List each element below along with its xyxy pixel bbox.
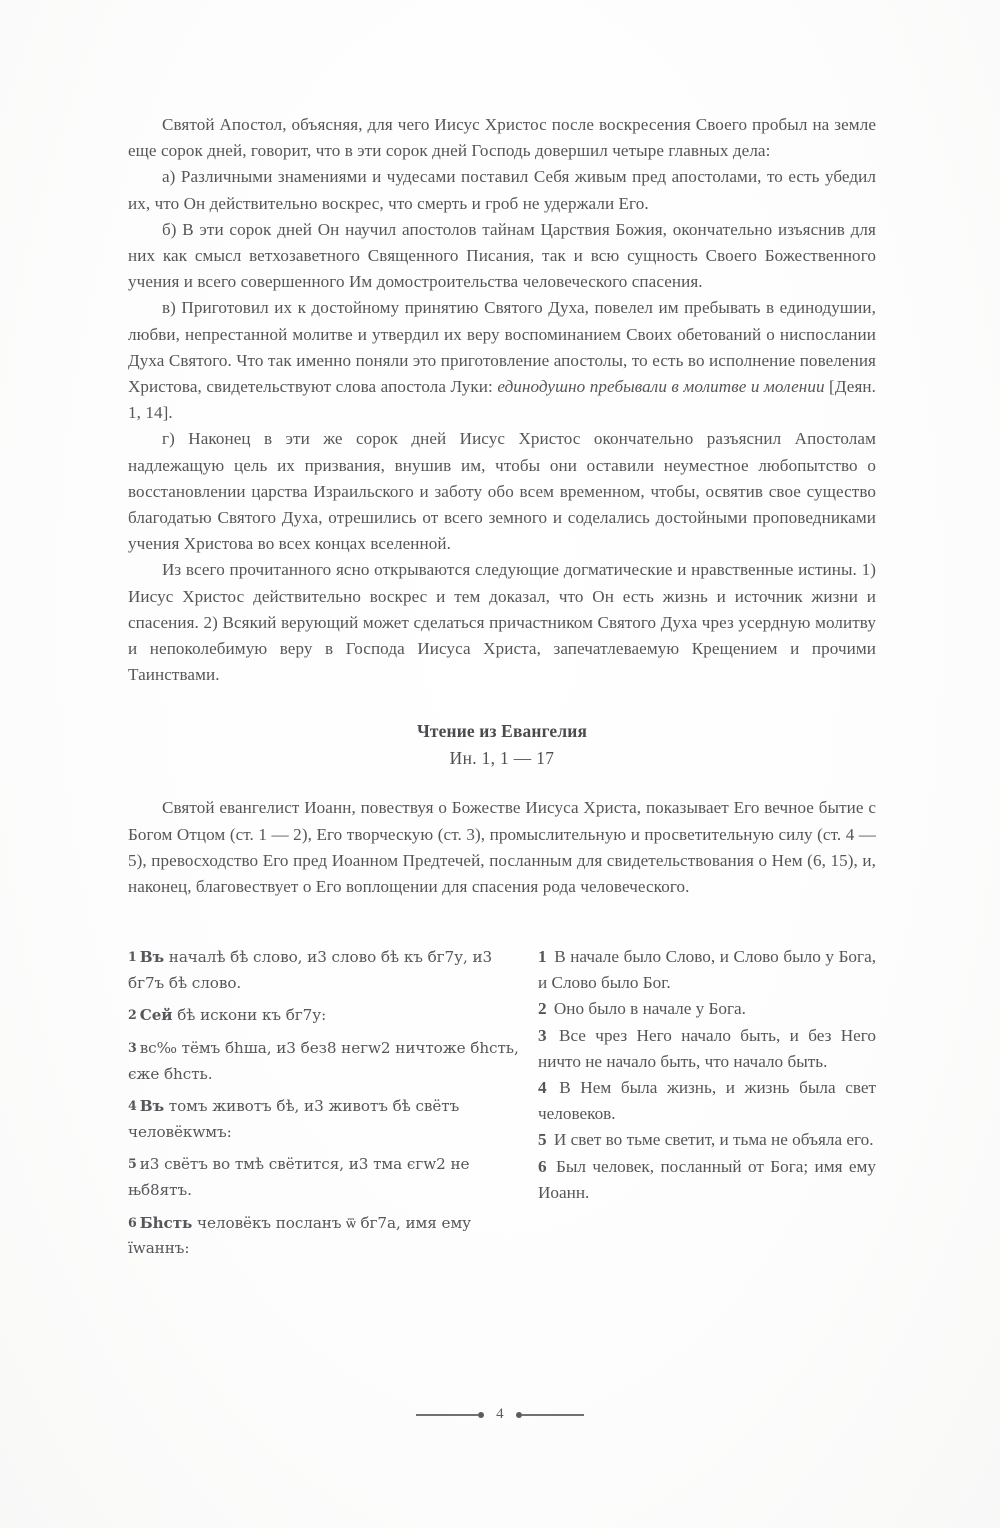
verse-number: 2 [128, 1007, 137, 1023]
verse-text: Оно было в начале у Бога. [553, 999, 746, 1019]
verse-slavonic-3 [128, 1035, 526, 1087]
verse-text: Был человек, посланный от Бога; имя ему Иоанн. [538, 1157, 876, 1202]
paragraph-v-after: [Деян. 1, 14]. [128, 377, 876, 423]
verse-lead: Сей [139, 1006, 173, 1025]
verse-russian-4 [538, 1075, 876, 1126]
verse-russian-1 [538, 944, 876, 995]
scripture-quote-italic: единодушно пребывали в молитве и молении [497, 377, 825, 397]
scripture-column-russian [538, 944, 876, 1268]
footer-ornament-right [516, 1412, 584, 1418]
paragraph-v [128, 295, 876, 426]
gospel-heading [128, 719, 876, 771]
verse-number: 3 [128, 1040, 137, 1056]
paragraph-gospel-intro: Святой евангелист Иоанн, повествуя о Божестве Иисуса Христа, показывает Его вечное бытие с Богом Отцом (ст. 1 — 2), Его творческую (ст. 3), промыслительную и просветительную силу (ст. 4 — 5), превосходство Его пред Иоанном Предтечей, посланным для свидетельствования о Нем (6, 15), и, наконец, благовествует о Его воплощении для спасения рода человеческого. [128, 798, 876, 897]
verse-russian-5 [538, 1127, 876, 1153]
verse-number: 1 [128, 949, 137, 965]
dot-left [478, 1412, 484, 1418]
verse-slavonic-1 [128, 944, 526, 996]
gospel-heading-reference: Ин. 1, 1 — 17 [449, 748, 555, 769]
paragraph-g: г) Наконец в эти же сорок дней Иисус Христос окончательно разъяснил Апостолам надлежащую цель их призвания, внушив им, чтобы они оставили неуместное любопытство о восстановлении царства Израильского и заботу обо всем временном, чтобы, освятив свое существо благодатью Святого Духа, отрешились от всего земного и соделались достойными проповедниками учения Христова во всех концах вселенной. [128, 429, 876, 554]
page-footer [0, 1406, 1000, 1423]
verse-text: человёкъ посланъ ѿ бг7а, имя ему їwаннъ: [128, 1213, 472, 1258]
verse-text: томъ животъ бѣ, и3 животъ бѣ свётъ человёкwмъ: [128, 1097, 460, 1141]
verse-number: 2 [538, 999, 547, 1019]
verse-slavonic-6 [128, 1210, 526, 1262]
rule-left [416, 1414, 478, 1416]
verse-number: 6 [538, 1157, 547, 1177]
verse-number: 4 [538, 1078, 547, 1098]
verse-russian-3 [538, 1023, 876, 1074]
verse-number: 4 [128, 1098, 137, 1114]
verse-text: начaлѣ бѣ слово, и3 слово бѣ къ бг7у, и3 бг7ъ бѣ слово. [128, 948, 493, 992]
verse-number: 6 [128, 1214, 137, 1230]
page-content [128, 112, 876, 1268]
verse-text: И свет во тьме светит, и тьма не объяла его. [553, 1130, 874, 1150]
paragraph-conclusion: Из всего прочитанного ясно открываются следующие догматические и нравственные истины. 1) Иисус Христос действительно воскрес и тем доказал, что Он есть жизнь и источник жизни и спасения. 2) Всякий верующий может сделаться причастником Святого Духа чрез усердную молитву и непоколебимую веру в Господа Иисуса Христа, запечатлеваемую Крещением и прочими Таинствами. [128, 560, 876, 685]
commentary-section [128, 112, 876, 688]
column-gutter [526, 944, 538, 1268]
verse-slavonic-4 [128, 1093, 526, 1145]
verse-text: В начале было Слово, и Слово было у Бога, и Слово было Бог. [538, 947, 877, 992]
verse-text: В Нем была жизнь, и жизнь была свет человеков. [538, 1078, 876, 1123]
verse-number: 5 [128, 1156, 137, 1172]
rule-right [522, 1414, 584, 1416]
verse-number: 1 [538, 947, 547, 967]
scripture-column-slavonic [128, 944, 526, 1268]
paragraph-intro: Святой Апостол, объясняя, для чего Иисус Христос после воскресения Своего пробыл на земле еще сорок дней, говорит, что в эти сорок дней Господь довершил четыре главных дела: [128, 115, 876, 161]
verse-lead: Бhсть [139, 1213, 193, 1232]
paragraph-b: б) В эти сорок дней Он научил апостолов тайнам Царствия Божия, окончательно изъяснив для них как смысл ветхозаветного Священного Писания, так и всю сущность Своего Божественного учения и всего совершенного Им домостроительства человеческого спасения. [128, 219, 876, 292]
verse-text: Все чрез Него начало быть, и без Него ничто не начало быть, что начало быть. [538, 1026, 877, 1071]
page-number: 4 [496, 1406, 504, 1422]
gospel-heading-title: Чтение из Евангелия [416, 721, 588, 742]
footer-ornament-left [416, 1412, 484, 1418]
verse-lead: Въ [139, 948, 165, 967]
paragraph-a: а) Различными знамениями и чудесами поставил Себя живым пред апостолами, то есть убедил их, что Он действительно воскрес, что смерть и гроб не удержали Его. [128, 167, 876, 213]
verse-text: вс‰ тёмъ бhша, и3 без8 негw2 ничтоже бhсть, єже бhсть. [128, 1039, 519, 1083]
paragraph-v-before: в) Приготовил их к достойному принятию Святого Духа, повелел им пребывать в единодушии, любви, непрестанной молитве и утвердил их веру воспоминанием Своих обетований о ниспослании Духа Святого. Что так именно поняли это приготовление апостолы, то есть во исполнение повеления Христова, свидетельствуют слова апостола Луки: [128, 298, 876, 397]
gospel-introduction [128, 795, 876, 900]
verse-number: 3 [538, 1026, 547, 1046]
verse-slavonic-2 [128, 1002, 526, 1029]
scripture-columns [128, 944, 876, 1268]
verse-russian-2 [538, 996, 876, 1022]
verse-text: и3 свётъ во тмѣ свётится, и3 тма єгw2 не њб8ятъ. [128, 1155, 470, 1200]
verse-slavonic-5 [128, 1151, 526, 1203]
verse-russian-6 [538, 1154, 876, 1205]
verse-text: бѣ искони къ бг7у: [172, 1006, 327, 1025]
verse-number: 5 [538, 1130, 547, 1150]
verse-lead: Въ [139, 1097, 165, 1116]
